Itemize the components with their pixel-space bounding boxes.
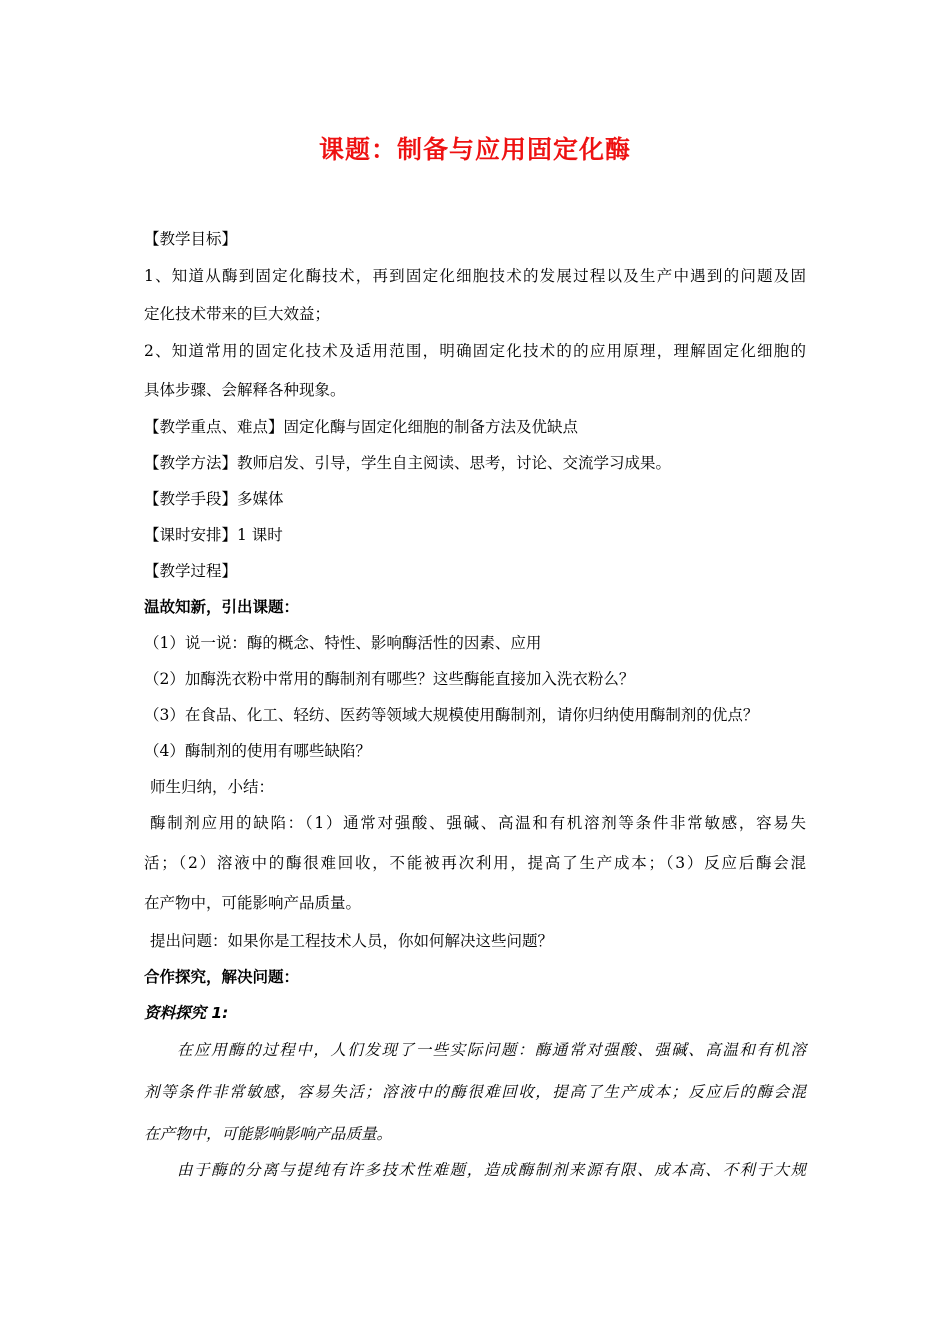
question-4: （4）酶制剂的使用有哪些缺陷？ xyxy=(144,742,371,760)
material-p2-line-1: 由于酶的分离与提纯有许多技术性难题，造成酶制剂来源有限、成本高、不利于大规 xyxy=(177,1161,806,1179)
objective-2-line-1: 2、知道常用的固定化技术及适用范围，明确固定化技术的的应用原理，理解固定化细胞的 xyxy=(144,342,806,360)
defects-line-1: 酶制剂应用的缺陷：（1）通常对强酸、强碱、高温和有机溶剂等条件非常敏感，容易失 xyxy=(150,814,806,832)
question-2: （2）加酶洗衣粉中常用的酶制剂有哪些？这些酶能直接加入洗衣粉么？ xyxy=(144,670,635,688)
question-1: （1）说一说：酶的概念、特性、影响酶活性的因素、应用 xyxy=(144,634,542,652)
summary-label: 师生归纳，小结： xyxy=(150,778,275,796)
objective-2-line-2: 具体步骤、会解释各种现象。 xyxy=(144,381,346,399)
defects-line-3: 在产物中，可能影响产品质量。 xyxy=(144,894,362,912)
posed-question: 提出问题：如果你是工程技术人员，你如何解决这些问题？ xyxy=(150,932,554,950)
class-schedule: 【课时安排】1 课时 xyxy=(144,526,283,544)
material-heading: 资料探究 1: xyxy=(144,1004,229,1022)
key-points: 【教学重点、难点】固定化酶与固定化细胞的制备方法及优缺点 xyxy=(144,418,579,436)
teaching-methods: 【教学方法】教师启发、引导，学生自主阅读、思考，讨论、交流学习成果。 xyxy=(144,454,672,472)
question-3: （3）在食品、化工、轻纺、医药等领域大规模使用酶制剂，请你归纳使用酶制剂的优点？ xyxy=(144,706,759,724)
section-heading-explore: 合作探究，解决问题： xyxy=(144,968,300,986)
objective-1-line-2: 定化技术带来的巨大效益； xyxy=(144,305,331,323)
section-heading-review: 温故知新，引出课题： xyxy=(144,598,300,616)
material-p1-line-2: 剂等条件非常敏感，容易失活；溶液中的酶很难回收，提高了生产成本；反应后的酶会混 xyxy=(144,1083,806,1101)
teaching-means: 【教学手段】多媒体 xyxy=(144,490,284,508)
page-title: 课题：制备与应用固定化酶 xyxy=(318,135,631,164)
process-heading: 【教学过程】 xyxy=(144,562,238,580)
material-p1-line-1: 在应用酶的过程中，人们发现了一些实际问题：酶通常对强酸、强碱、高温和有机溶 xyxy=(177,1041,806,1059)
material-p1-line-3: 在产物中，可能影响影响产品质量。 xyxy=(144,1125,393,1143)
objective-1-line-1: 1、知道从酶到固定化酶技术，再到固定化细胞技术的发展过程以及生产中遇到的问题及固 xyxy=(144,267,806,285)
objectives-heading: 【教学目标】 xyxy=(144,230,238,248)
defects-line-2: 活；（2）溶液中的酶很难回收，不能被再次利用，提高了生产成本；（3）反应后酶会混 xyxy=(144,854,806,872)
